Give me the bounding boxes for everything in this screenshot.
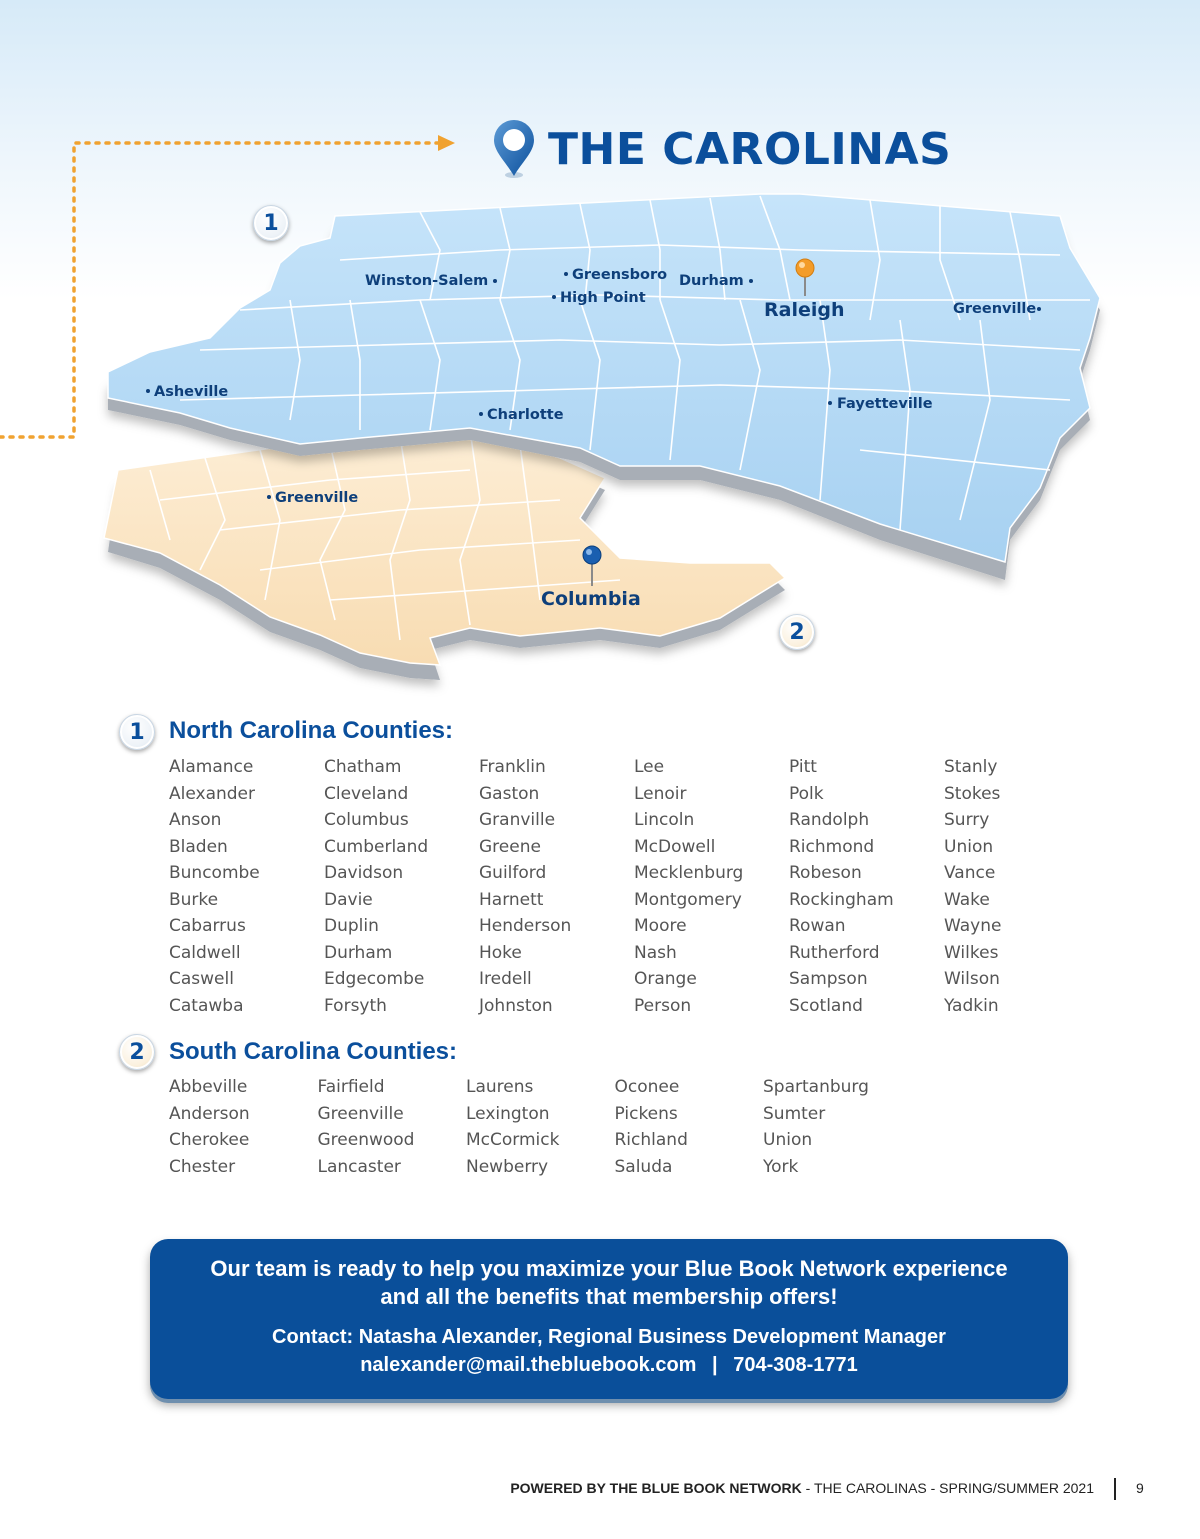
nc-county-item: Robeson: [789, 863, 862, 883]
nc-county-item: Cumberland: [324, 836, 429, 857]
nc-county-item: Wilson: [944, 969, 1000, 989]
carolinas-map: [0, 100, 1200, 700]
nc-county-item: Rowan: [789, 916, 846, 936]
sc-county-item: Greenwood: [317, 1130, 415, 1150]
sc-county-item: Abbeville: [169, 1077, 248, 1097]
nc-county-item: Moore: [634, 916, 687, 936]
nc-county-item: Vance: [944, 863, 996, 883]
arrow-right-icon: [438, 135, 455, 151]
nc-county-item: Anson: [169, 810, 222, 830]
city-label-high-point: High Point: [560, 290, 646, 306]
nc-county-item: Alexander: [169, 783, 256, 804]
nc-county-item: Granville: [479, 810, 556, 830]
nc-county-column: [634, 754, 743, 1019]
nc-county-item: Montgomery: [634, 889, 742, 910]
sc-county-item: York: [763, 1156, 799, 1177]
nc-county-item: Cabarrus: [169, 916, 246, 936]
nc-county-column: [324, 754, 428, 1019]
nc-county-item: Durham: [324, 942, 393, 963]
nc-county-item: Franklin: [479, 757, 546, 777]
sc-county-item: Spartanburg: [763, 1077, 869, 1097]
nc-county-item: Davidson: [324, 863, 404, 883]
nc-county-item: Lee: [634, 757, 665, 777]
contact-separator: |: [712, 1354, 718, 1376]
map-badge-sc: 2: [779, 614, 815, 650]
nc-county-column: [169, 754, 260, 1019]
nc-county-item: Yadkin: [944, 995, 999, 1016]
nc-county-item: Buncombe: [169, 863, 260, 883]
city-label-durham: Durham: [679, 273, 744, 289]
sc-county-column: [615, 1074, 688, 1180]
nc-county-item: Wilkes: [944, 942, 999, 963]
nc-county-item: Alamance: [169, 757, 254, 777]
contact-person-line: Contact: Natasha Alexander, Regional Business Development Manager: [272, 1326, 946, 1348]
city-label-charlotte: Charlotte: [487, 407, 564, 423]
nc-county-item: McDowell: [634, 836, 716, 857]
nc-county-item: Lincoln: [634, 810, 695, 830]
nc-county-item: Guilford: [479, 863, 547, 883]
sc-county-item: Newberry: [466, 1156, 549, 1177]
nc-county-item: Orange: [634, 969, 697, 989]
nc-county-item: Rockingham: [789, 889, 894, 910]
sc-county-item: Cherokee: [169, 1130, 250, 1150]
sc-county-item: Greenville: [317, 1103, 404, 1124]
sc-county-item: Fairfield: [317, 1077, 385, 1097]
nc-county-item: Catawba: [169, 995, 244, 1016]
nc-county-item: Caldwell: [169, 942, 241, 963]
nc-county-item: Nash: [634, 942, 677, 963]
nc-county-item: Union: [944, 836, 994, 857]
nc-county-item: Wake: [944, 889, 990, 910]
sc-county-item: Sumter: [763, 1103, 826, 1124]
footer-divider: [1114, 1478, 1116, 1500]
contact-box: [150, 1239, 1068, 1399]
sc-county-column: [763, 1074, 869, 1180]
nc-county-item: Wayne: [944, 916, 1002, 936]
sc-county-column: [169, 1074, 250, 1180]
nc-county-item: Davie: [324, 889, 373, 910]
nc-county-item: Stokes: [944, 783, 1001, 804]
nc-county-column: [479, 754, 571, 1019]
nc-county-item: Caswell: [169, 969, 234, 989]
nc-section-badge: 1: [119, 714, 155, 750]
nc-county-item: Gaston: [479, 783, 540, 804]
nc-county-item: Columbus: [324, 810, 409, 830]
nc-county-item: Polk: [789, 783, 824, 804]
sc-county-item: Oconee: [614, 1077, 680, 1097]
footer-text: [510, 1480, 1094, 1496]
nc-section-heading: North Carolina Counties:: [169, 717, 454, 744]
sc-county-item: Saluda: [614, 1156, 673, 1177]
nc-county-item: Stanly: [944, 757, 998, 777]
city-label-asheville: Asheville: [154, 384, 229, 400]
sc-county-list: [169, 1074, 949, 1184]
page-footer: [0, 1478, 1200, 1502]
nc-county-item: Surry: [944, 810, 990, 830]
nc-county-item: Johnston: [479, 995, 553, 1016]
sc-county-column: [466, 1074, 559, 1180]
city-label-raleigh: Raleigh: [764, 299, 845, 321]
sc-county-item: McCormick: [466, 1130, 560, 1150]
nc-county-item: Harnett: [479, 889, 544, 910]
nc-county-item: Richmond: [789, 836, 875, 857]
sc-county-item: Lancaster: [317, 1156, 401, 1177]
contact-details-line: [150, 1351, 1068, 1379]
city-label-fayetteville: Fayetteville: [837, 396, 933, 412]
nc-county-item: Hoke: [479, 942, 522, 963]
sc-section-badge: 2: [119, 1034, 155, 1070]
nc-county-item: Mecklenburg: [634, 863, 744, 883]
nc-county-item: Pitt: [789, 757, 817, 777]
nc-county-item: Scotland: [789, 995, 863, 1016]
page-title: THE CAROLINAS: [548, 123, 952, 175]
city-label-greenville-nc: Greenville: [953, 301, 1037, 317]
footer-issue: - THE CAROLINAS - SPRING/SUMMER 2021: [801, 1480, 1094, 1496]
contact-email-link[interactable]: nalexander@mail.thebluebook.com: [360, 1354, 697, 1376]
sc-county-item: Laurens: [466, 1077, 534, 1097]
sc-county-column: [318, 1074, 415, 1180]
nc-county-item: Sampson: [789, 969, 868, 989]
nc-county-item: Edgecombe: [324, 969, 425, 989]
nc-county-item: Bladen: [169, 836, 228, 857]
sc-county-item: Anderson: [169, 1103, 250, 1124]
sc-county-item: Pickens: [614, 1103, 678, 1124]
city-label-greensboro: Greensboro: [572, 267, 668, 283]
sc-county-item: Chester: [169, 1156, 236, 1177]
city-label-winston-salem: Winston-Salem: [365, 273, 489, 289]
nc-county-item: Cleveland: [324, 783, 409, 804]
nc-county-list: [169, 754, 1069, 1024]
nc-county-column: [944, 754, 1001, 1019]
contact-phone-link[interactable]: 704-308-1771: [733, 1354, 858, 1376]
sc-section-heading: South Carolina Counties:: [169, 1038, 457, 1065]
page-number: 9: [1136, 1480, 1144, 1496]
nc-county-item: Burke: [169, 889, 219, 910]
nc-county-item: Iredell: [479, 969, 532, 989]
footer-brand: POWERED BY THE BLUE BOOK NETWORK: [510, 1480, 802, 1496]
nc-county-item: Duplin: [324, 916, 379, 936]
nc-county-item: Lenoir: [634, 783, 687, 804]
nc-county-item: Chatham: [324, 757, 402, 777]
nc-county-item: Randolph: [789, 810, 870, 830]
city-label-greenville-sc: Greenville: [275, 490, 359, 506]
sc-county-item: Richland: [614, 1130, 688, 1150]
nc-county-item: Rutherford: [789, 942, 880, 963]
contact-message-line-1: Our team is ready to help you maximize your Blue Book Network experience: [210, 1256, 1008, 1281]
contact-message-line-2: and all the benefits that membership offers!: [380, 1284, 838, 1309]
nc-county-item: Forsyth: [324, 995, 387, 1016]
sc-county-item: Union: [763, 1130, 813, 1150]
nc-county-item: Greene: [479, 836, 541, 857]
city-label-columbia: Columbia: [541, 588, 641, 610]
nc-county-item: Person: [634, 995, 692, 1016]
nc-county-column: [789, 754, 894, 1019]
map-badge-nc: 1: [253, 205, 289, 241]
nc-county-item: Henderson: [479, 916, 572, 936]
sc-county-item: Lexington: [466, 1103, 550, 1124]
